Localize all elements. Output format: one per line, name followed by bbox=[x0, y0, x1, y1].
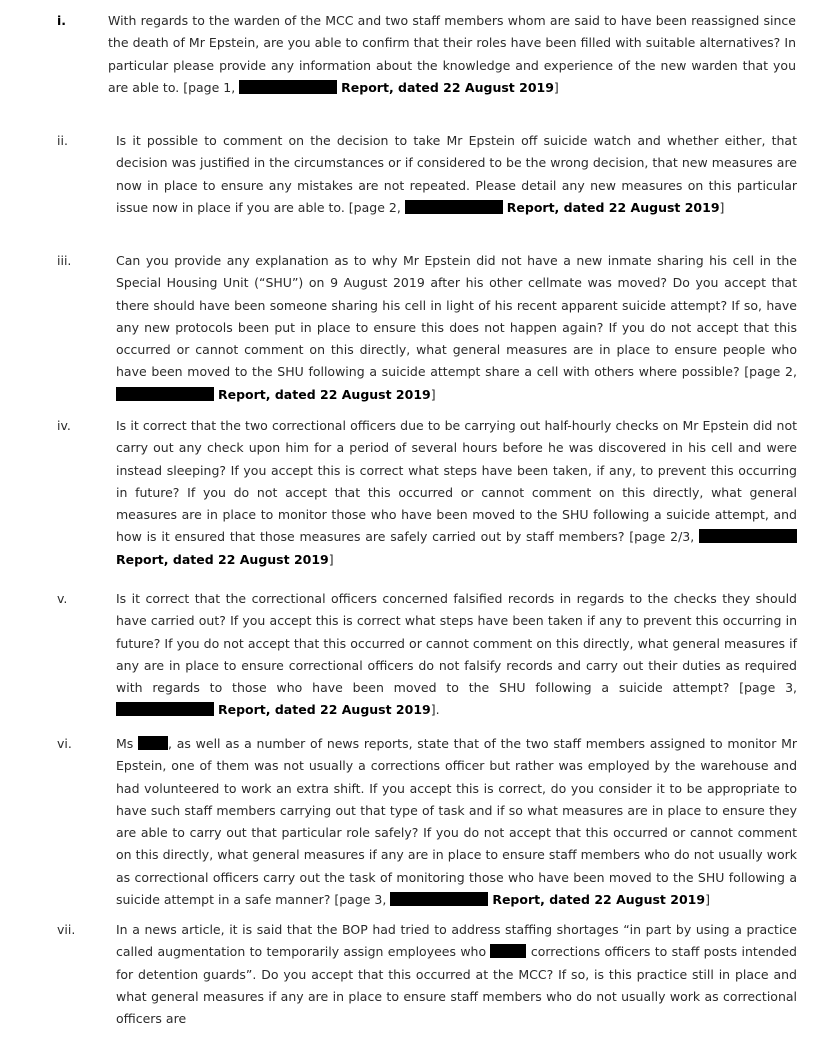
question-lead: Ms bbox=[116, 736, 134, 751]
question-item-vii bbox=[57, 919, 797, 1030]
item-number: vii. bbox=[57, 922, 76, 937]
redaction-bar bbox=[138, 736, 168, 750]
question-text bbox=[116, 588, 797, 722]
redaction-bar bbox=[116, 702, 214, 716]
closing-bracket: ] bbox=[705, 892, 710, 908]
redaction-bar bbox=[390, 892, 488, 906]
question-item-vi bbox=[57, 733, 797, 911]
redaction-bar bbox=[116, 387, 214, 401]
item-number: iii. bbox=[57, 253, 72, 268]
question-text bbox=[116, 250, 797, 406]
item-number: ii. bbox=[57, 133, 68, 148]
question-item-iii bbox=[57, 250, 797, 406]
redaction-bar bbox=[239, 80, 337, 94]
item-number: vi. bbox=[57, 736, 72, 751]
redaction-bar bbox=[699, 529, 797, 543]
question-item-i bbox=[57, 10, 797, 99]
closing-bracket: ] bbox=[430, 386, 436, 402]
report-reference: Report, dated 22 August 2019 bbox=[217, 702, 431, 718]
question-body: With regards to the warden of the MCC and two staff members whom are said to have been reassigned since the death of Mr Epstein, are you able to confirm that their roles have been filled with suitable alternatives? In particular please provide any information about the knowledge and experience of the new warden that you are able to. [page 1, bbox=[108, 13, 796, 95]
item-number: i. bbox=[57, 13, 67, 28]
question-body: Is it correct that the two correctional officers due to be carrying out half-hourly checks on Mr Epstein did not carry out any check upon him for a period of several hours before he was discovered in his cell and were instead sleeping? If you accept this is correct what steps have been taken, if any, to prevent this occurring in future? If you do not accept that this occurred or cannot comment on this directly, what general measures are in place to monitor those who have been moved to the SHU following a suicide attempt, and how is it ensured that those measures are safely carried out by staff members? [page 2/3, bbox=[116, 418, 797, 545]
question-body: , as well as a number of news reports, state that of the two staff members assigned to monitor Mr Epstein, one of them was not usually a corrections officer but rather was employed by the warehouse and had volunteered to work an extra shift. If you accept this is correct, do you consider it to be appropriate to have such staff members carrying out that type of task and if so what measures are in place to ensure they are able to carry out that particular role safely? If you do not accept that this occurred or cannot comment on this directly, what general measures if any are in place to ensure staff members who do not usually work as correctional officers carry out the task of monitoring those who have been moved to the SHU following a suicide attempt in a safe manner? [page 3, bbox=[116, 736, 797, 908]
question-body: In a news article, it is said that the BOP had tried to address staffing shortages “in part by using a practice called augmentation to temporarily assign employees who bbox=[116, 922, 797, 960]
item-number: v. bbox=[57, 591, 68, 606]
question-text bbox=[116, 733, 797, 911]
item-number: iv. bbox=[57, 418, 71, 433]
question-item-iv bbox=[57, 415, 797, 571]
question-text bbox=[116, 919, 797, 1030]
redaction-bar bbox=[405, 200, 503, 214]
question-body: Is it possible to comment on the decision to take Mr Epstein off suicide watch and whether either, that decision was justified in the circumstances or if considered to be the wrong decision, that new measures are now in place to ensure any mistakes are not repeated. Please detail any new measures on this particular issue now in place if you are able to. [page 2, bbox=[116, 133, 797, 215]
closing-bracket: ] bbox=[553, 79, 559, 95]
question-body: Is it correct that the correctional officers concerned falsified records in regards to the checks they should have carried out? If you accept this is correct what steps have been taken if any to prevent this occurring in future? If you do not accept that this occurred or cannot comment on this directly, what general measures if any are in place to ensure correctional officers do not falsify records and carry out their duties as required with regards to those who have been moved to the SHU following a suicide attempt? [page 3, bbox=[116, 591, 797, 696]
report-reference: Report, dated 22 August 2019 bbox=[116, 551, 329, 567]
closing-bracket: ] bbox=[328, 551, 334, 567]
closing-bracket: ]. bbox=[430, 702, 440, 718]
question-text bbox=[108, 10, 796, 99]
question-item-v bbox=[57, 588, 797, 722]
redaction-bar bbox=[490, 944, 526, 958]
report-reference: Report, dated 22 August 2019 bbox=[506, 199, 720, 215]
report-reference: Report, dated 22 August 2019 bbox=[492, 892, 706, 908]
question-text bbox=[116, 415, 797, 571]
report-reference: Report, dated 22 August 2019 bbox=[341, 79, 554, 95]
report-reference: Report, dated 22 August 2019 bbox=[217, 386, 431, 402]
closing-bracket: ] bbox=[719, 199, 725, 215]
question-text bbox=[116, 130, 797, 219]
question-body: Can you provide any explanation as to why Mr Epstein did not have a new inmate sharing his cell in the Special Housing Unit (“SHU”) on 9 August 2019 after his other cellmate was moved? Do you accept that there should have been someone sharing his cell in light of his recent apparent suicide attempt? If so, have any new protocols been put in place to ensure this does not happen again? If you do not accept that this occurred or cannot comment on this directly, what general measures are in place to ensure people who have been moved to the SHU following a suicide attempt share a cell with others where possible? [page 2, bbox=[116, 253, 797, 380]
question-item-ii bbox=[57, 130, 797, 219]
question-body-continued: corrections officers to staff posts intended for detention guards”. Do you accept that this occurred at the MCC? If so, is this practice still in place and what general measures if any are in place to ensure staff members who do not usually work as correctional officers are bbox=[116, 944, 797, 1027]
